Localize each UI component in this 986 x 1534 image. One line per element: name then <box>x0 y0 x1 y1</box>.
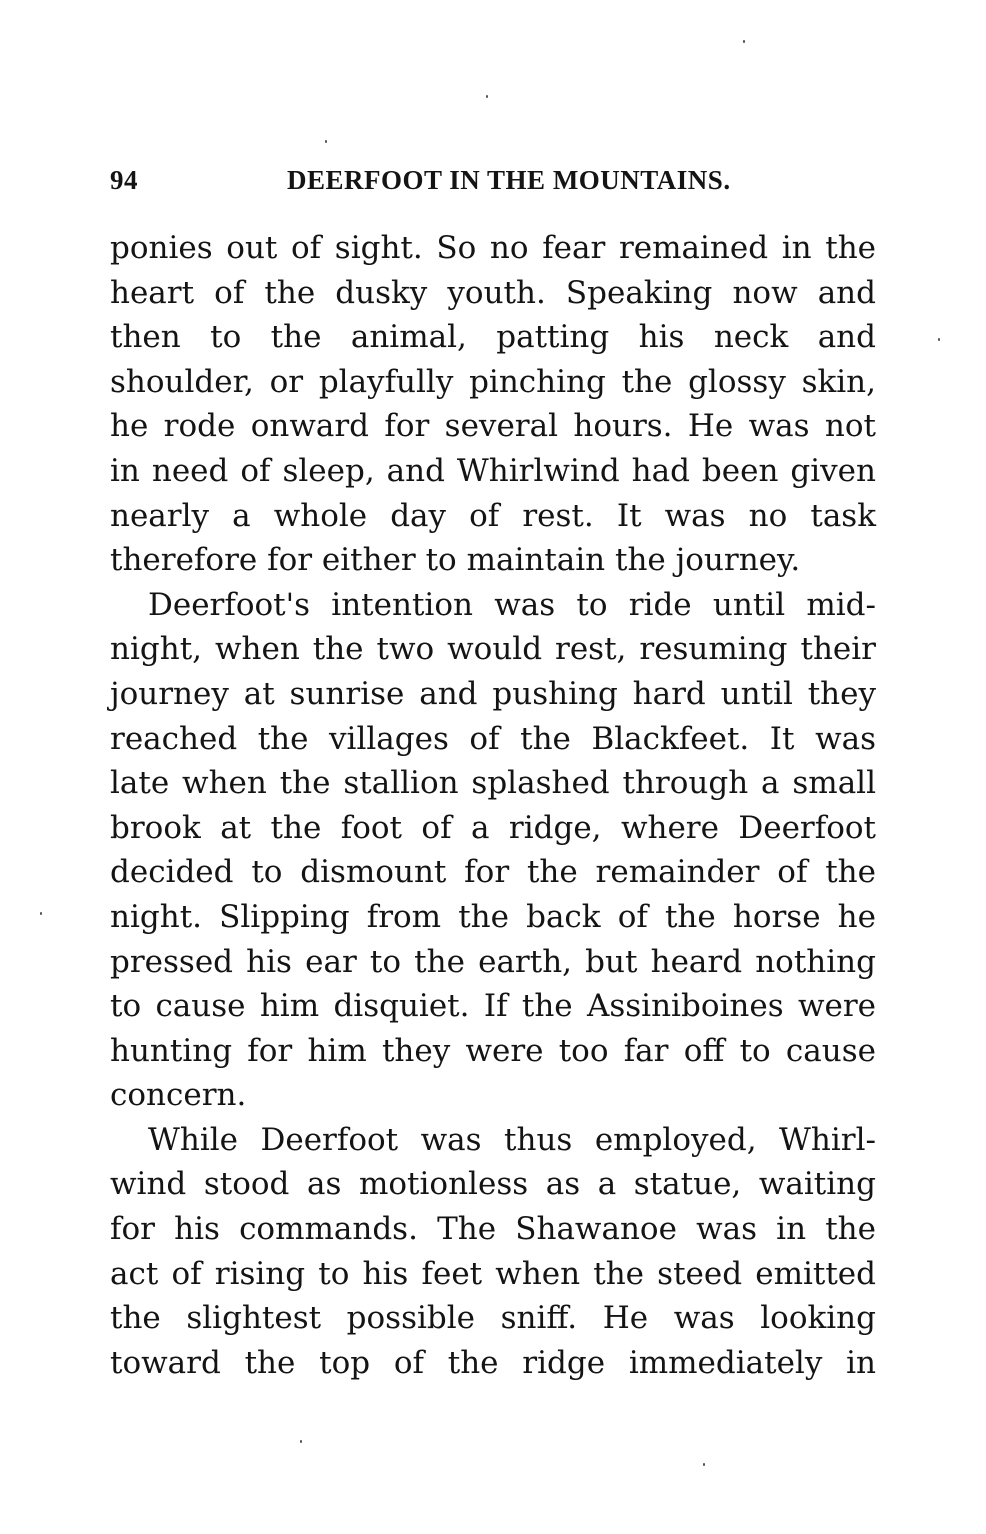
text-line: While Deerfoot was thus employed, Whirl- <box>148 1121 876 1158</box>
text-line: act of rising to his feet when the steed emitted <box>110 1255 876 1292</box>
running-title: DEERFOOT IN THE MOUNTAINS. <box>287 165 731 195</box>
running-head <box>110 163 880 197</box>
text-line: the slightest possible sniff. He was looking <box>110 1300 876 1337</box>
paper-speck <box>486 95 488 98</box>
text-line: pressed his ear to the earth, but heard nothing <box>110 943 876 980</box>
text-line: shoulder, or playfully pinching the glossy skin, <box>110 363 876 400</box>
text-line: then to the animal, patting his neck and <box>110 319 876 356</box>
text-line: for his commands. The Shawanoe was in the <box>110 1211 876 1248</box>
text-line: ponies out of sight. So no fear remained in the <box>110 230 876 266</box>
paper-speck <box>40 912 42 915</box>
paper-speck <box>743 40 745 43</box>
text-line: nearly a whole day of rest. It was no task <box>110 497 876 534</box>
text-line: toward the top of the ridge immediately in <box>110 1344 876 1381</box>
text-line: journey at sunrise and pushing hard until they <box>110 675 876 712</box>
paper-speck <box>325 140 327 143</box>
text-line: he rode onward for several hours. He was not <box>110 408 876 445</box>
text-line: therefore for either to maintain the journey. <box>110 542 801 579</box>
text-line: heart of the dusky youth. Speaking now and <box>110 274 876 311</box>
body-text <box>110 226 876 1385</box>
paper-speck <box>703 1463 705 1466</box>
text-line: hunting for him they were too far off to cause <box>110 1032 876 1069</box>
text-line: in need of sleep, and Whirlwind had been given <box>110 452 876 489</box>
paper-speck <box>300 1440 302 1443</box>
text-line: decided to dismount for the remainder of the <box>110 854 876 891</box>
text-line: Deerfoot's intention was to ride until mid- <box>148 586 876 623</box>
text-line: night. Slipping from the back of the horse he <box>110 898 876 935</box>
paper-speck <box>938 338 940 341</box>
text-line: concern. <box>110 1077 247 1114</box>
text-line: late when the stallion splashed through a small <box>110 765 876 802</box>
page-number: 94 <box>110 165 138 195</box>
text-line: reached the villages of the Blackfeet. It was <box>110 720 876 757</box>
text-line: brook at the foot of a ridge, where Deerfoot <box>110 809 876 846</box>
text-line: to cause him disquiet. If the Assiniboines were <box>110 988 876 1025</box>
text-line: wind stood as motionless as a statue, waiting <box>110 1166 876 1203</box>
text-line: night, when the two would rest, resuming their <box>110 631 876 668</box>
